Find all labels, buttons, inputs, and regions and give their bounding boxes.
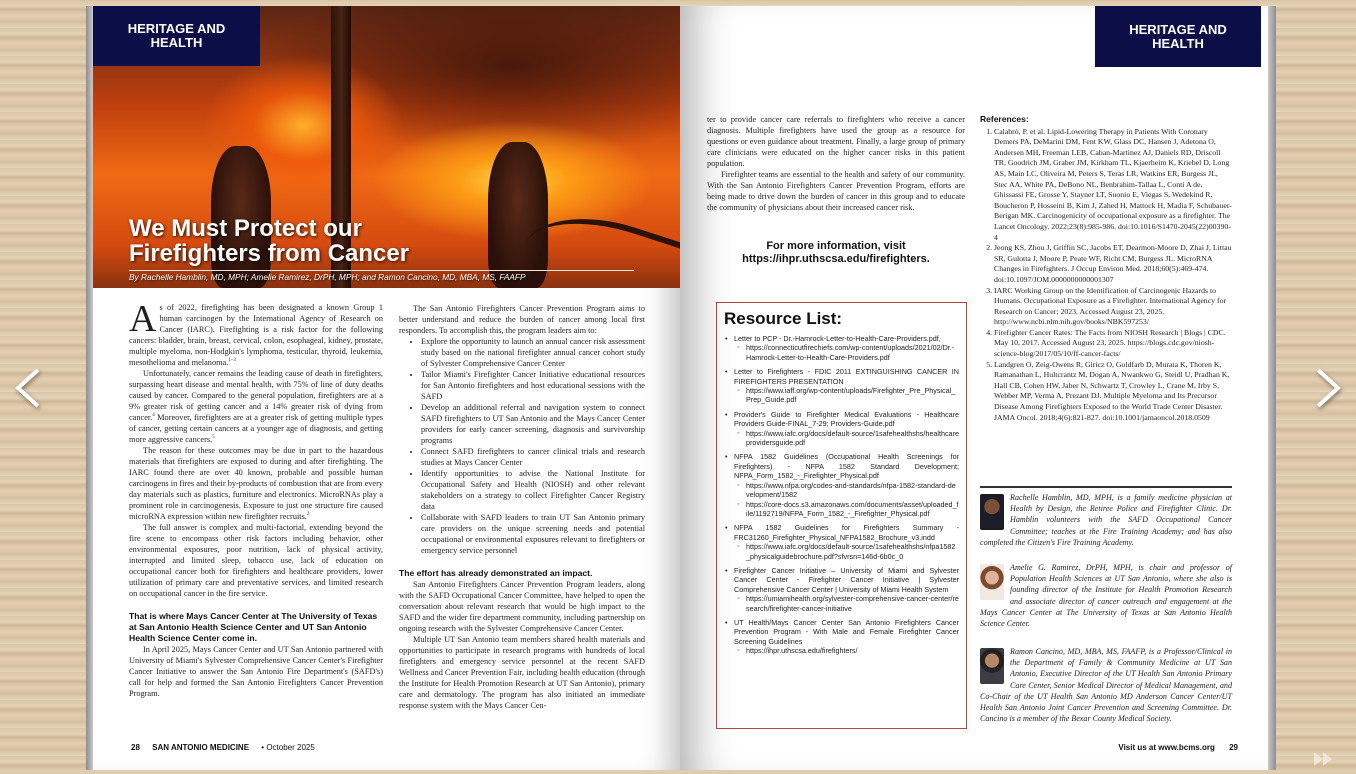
- references: [980, 114, 1232, 423]
- page-edge-right: [1268, 6, 1276, 770]
- section-tag-text: HERITAGE AND HEALTH: [127, 21, 226, 50]
- page-number: 29: [1229, 743, 1238, 752]
- resource-item: [734, 618, 959, 656]
- paragraph-text: Unfortunately, cancer remains the leading cause of death in firefighters, surpassing heart disease and mental health, with 75% of line of duty deaths caused by cancer. Compared to the general population, firefighters are at a 9% greater risk of getting cancer and a 14% greater risk of dying from cancer.: [129, 369, 383, 422]
- resource-list: [724, 334, 959, 656]
- resource-link[interactable]: ◦ https://core-docs.s3.amazonaws.com/documents/asset/uploaded_file/1192719/NFPA_Form_1582_-_Firefighter_Physical.pdf: [746, 500, 959, 519]
- paragraph: In April 2025, Mays Cancer Center and UT San Antonio partnered with University of Miami's Sylvester Comprehensive Cancer Center's Firefighter Cancer Initiative to answer the San Antonio Fire Department's (SAFD's) call for help and formed the San Antonio Firefighters Cancer Prevention Program.: [129, 645, 383, 698]
- fast-forward-icon: [1314, 752, 1334, 766]
- author-photo: [980, 564, 1004, 600]
- resource-item: [734, 452, 959, 518]
- author-photo: [980, 648, 1004, 684]
- author-photo: [980, 494, 1004, 530]
- page-number: 28: [131, 743, 140, 752]
- list-item: • Develop an additional referral and navigation system to connect SAFD firefighters to UT San Antonio and the Mays Cancer Center providers for early cancer screening, diagnosis and survivorship programs: [421, 402, 645, 446]
- list-item: • Identify opportunities to advise the National Institute for Occupational Safety and Health (NIOSH) and other relevant stakeholders on a strategy to collect Firefighter Cancer Registry data: [421, 468, 645, 512]
- author-bio: [980, 646, 1232, 724]
- resource-link[interactable]: ◦ https://www.iafc.org/docs/default-source/1safehealthshs/nfpa1582_physicalguidebrochure.pdf?sfvrsn=146d-6b0c_0: [746, 542, 959, 561]
- resource-links: [734, 429, 959, 448]
- paragraph: [129, 298, 383, 368]
- previous-page-button[interactable]: [8, 365, 48, 411]
- byline: By Rachelle Hamblin, MD, MPH; Amelie Ramirez, DrPH, MPH; and Ramon Cancino, MD, MBA, MS, FAAFP: [129, 272, 526, 282]
- chevron-right-icon: [1308, 365, 1348, 411]
- resource-item: [734, 566, 959, 613]
- list-item: • Connect SAFD firefighters to cancer clinical trials and research studies at Mays Cancer Center: [421, 446, 645, 468]
- list-item: • Explore the opportunity to launch an annual cancer risk assessment study based on the national firefighter annual cancer cohort study of Sylvester Comprehensive Cancer Center: [421, 336, 645, 369]
- author-bio: [980, 562, 1232, 629]
- resource-list-box: [716, 302, 967, 729]
- paragraph: Firefighter teams are essential to the health and safety of our community. With the San Antonio Firefighters Cancer Prevention Program, efforts are being made to drive down the burden of cancer in this group and to educate the community of physicians about their increased cancer risk.: [707, 170, 965, 212]
- section-tag-text: HERITAGE AND HEALTH: [1129, 21, 1227, 51]
- resource-links: [734, 542, 959, 561]
- magazine-spread: [86, 6, 1276, 770]
- resource-item: [734, 410, 959, 448]
- resource-item-text: • NFPA 1582 Guidelines for Firefighters Summary - FRC31260_Firefighter_Physical_NFPA1582_Brochure_v3.indd: [734, 523, 959, 542]
- separator: •: [261, 743, 265, 752]
- paragraph: [129, 368, 383, 445]
- resource-link[interactable]: ◦ https://www.iafc.org/docs/default-source/1safehealthshs/healthcareprovidersguide.pdf: [746, 429, 959, 448]
- page-29: [680, 6, 1268, 770]
- program-goals-list: [399, 336, 645, 556]
- website-text: Visit us at www.bcms.org: [1118, 743, 1215, 752]
- resource-links: [734, 646, 959, 655]
- citation: 1–3: [228, 358, 236, 364]
- resource-item-text: • Letter to Firefighters - FDIC 2011 EXTINGUISHING CANCER IN FIREFIGHTERS PRESENTATION: [734, 367, 959, 386]
- resource-item-text: • UT Health/Mays Cancer Center San Antonio Firefighters Cancer Prevention Program - With Male and Female Firefighter Cancer Screening Guidelines: [734, 617, 959, 646]
- more-info-callout: [707, 240, 965, 266]
- bio-text: Amelie G. Ramirez, DrPH, MPH, is chair and professor of Population Health Sciences at UT San Antonio, where she also is founding director of the Institute for Health Promotion Research and associate director of cancer outreach and engagement at the Mays Cancer Center at The University of Texas at San Antonio Health Science Center.: [980, 563, 1232, 629]
- resource-item: [734, 334, 959, 362]
- paragraph: ter to provide cancer care referrals to firefighters who receive a cancer diagnosis. Multiple firefighters have used the group as a resource for questions or even guidance about treatment. Finally, a large group of primary care clinicians were educated on the higher cancer risks in this patient population.: [707, 115, 965, 168]
- resource-item: [734, 523, 959, 561]
- resource-item: [734, 367, 959, 405]
- section-tag: [93, 6, 260, 66]
- resource-links: [734, 481, 959, 519]
- magazine-name: SAN ANTONIO MEDICINE: [152, 743, 250, 752]
- resource-link[interactable]: ◦ https://connecticutfirechiefs.com/wp-content/uploads/2021/02/Dr.-Hamrock-Letter-to-Health-Care-Providers.pdf: [746, 343, 959, 362]
- fast-forward-button[interactable]: [1314, 752, 1334, 766]
- resource-links: [734, 386, 959, 405]
- references-title: References:: [980, 114, 1029, 124]
- paragraph: The full answer is complex and multi-factorial, extending beyond the fire scene to encompass other risk factors including behavior, other environmental exposures, poor nutrition, lack of physical activity, interrupted and limited sleep, tobacco use, lack of education on occupational cancer both for firefighters and healthcare providers, lower utilization of primary care and preventative services, and limited research on occupational cancer in the fire service.: [129, 523, 383, 598]
- resource-links: [734, 594, 959, 613]
- reference-item: 3. IARC Working Group on the Identification of Carcinogenic Hazards to Humans. Occupational Exposure as a Firefighter. International Agency for Research on Cancer; 2023. Accessed August 23, 2025. http://www.ncbi.nlm.nih.gov/books/NBK597253/: [994, 286, 1232, 328]
- resource-link[interactable]: ◦ https://ihpr.uthscsa.edu/firefighters/: [746, 646, 959, 655]
- title-divider: [129, 270, 634, 271]
- more-info-link[interactable]: https://ihpr.uthscsa.edu/firefighters.: [742, 253, 930, 265]
- issue-date: October 2025: [266, 743, 315, 752]
- reference-item: 2. Jeong KS, Zhou J, Griffin SC, Jacobs ET, Dearmon-Moore D, Zhai J, Littau SR, Gulotta J, Moore P, Peate WF, Richt CM, Burgess JL. MicroRNA Changes in Firefighters. J Occup Environ Med. 2018;60(5):469-474. doi:10.1097/JOM.0000000000001307: [994, 243, 1232, 285]
- bio-text: Ramon Cancino, MD, MBA, MS, FAAFP, is a Professor/Clinical in the Department of Family & Community Medicine at UT San Antonio, Executive Director of the UT Health San Antonio Primary Care Center, Senior Medical Director of Medical Management, and Co-Chair of the UT Health San Antonio MD Anderson Cancer Center/UT Health San Antonio Joint Cancer Prevention and Screening Committee. Dr. Cancino is a member of the Bexar County Medical Society.: [980, 647, 1232, 724]
- paragraph: Multiple UT San Antonio team members shared health materials and opportunities to participate in research programs with hundreds of local firefighters and emergency service personnel at the recent SAFD Wellness and Cancer Prevention Fair, including health education (through the Institute for Health Promotion Research at UT San Antonio), primary care and dermatology. The program has also initiated an immediate response system with the Mays Cancer Cen-: [399, 635, 645, 710]
- hero-photo-firefighters: [93, 6, 680, 288]
- next-page-button[interactable]: [1308, 365, 1348, 411]
- subheading: That is where Mays Cancer Center at The University of Texas at San Antonio Health Science Center and UT San Antonio Health Science Center come in.: [129, 611, 378, 643]
- citation: 5: [212, 435, 215, 441]
- paragraph: The San Antonio Firefighters Cancer Prevention Program aims to better understand and reduce the burden of cancer among local first responders. To accomplish this, the program leaders aim to:: [399, 304, 645, 335]
- page-edge-left: [86, 6, 93, 770]
- page-footer: [1106, 743, 1238, 752]
- resource-link[interactable]: ◦ https://umiamihealth.org/sylvester-comprehensive-cancer-center/research/firefighter-cancer-initiative: [746, 594, 959, 613]
- subheading: The effort has already demonstrated an impact.: [399, 568, 593, 578]
- drop-cap: A: [129, 298, 157, 340]
- reference-item: 1. Calabrò, P. et al. Lipid-Lowering Therapy in Patients With Coronary Demers PA, DeMarini DM, Fent KW, Glass DC, Hansen J, Adetona O, Andersen MH, Freeman LEB, Caban-Martinez AJ, Daniels RD, Driscoll TR, Goodrich JM, Graber JM, Kirkham TL, Kjaerheim K, Kriebel D, Long AS, Main LC, Oliveira M, Peters S, Teras LR, Watkins ER, Burgess JL, Stec AA, White PA, DeBono NL, Benbrahim-Tallaa L, Conti A de, Ghissassi FE, Grosse Y, Stayner LT, Suonio E, Viegas S, Wedekind R, Boucheron P, Hosseini B, Kim J, Zahed H, Mattock H, Madia F, Schubauer-Berigan MK. Carcinogenicity of occupational exposure as a firefighter. The Lancet Oncology. 2022;23(8):985-986. doi:10.1016/S1470-2045(22)00390-4: [994, 127, 1232, 244]
- reference-item: 5. Landgren O, Zeig-Owens R, Giricz O, Goldfarb D, Murata K, Thoren K, Ramanathan L, Hultcrantz M, Dogan A, Nwankwo G, Steidl U, Pradhan K, Hall CB, Cohen HW, Jaber N, Schwartz T, Crowley L, Crane M, Irby S, Webber MP, Verma A, Prezant DJ. Multiple Myeloma and Its Precursor Disease Among Firefighters Exposed to the World Trade Center Disaster. JAMA Oncol. 2018;4(6):821-827. doi:10.1001/jamaoncol.2018.0509: [994, 360, 1232, 424]
- title-line-1: We Must Protect our: [129, 215, 362, 242]
- title-line-2: Firefighters from Cancer: [129, 240, 410, 267]
- more-info-text: For more information, visit: [766, 240, 906, 252]
- resource-links: [734, 343, 959, 362]
- resource-link[interactable]: ◦ https://www.nfpa.org/codes-and-standards/nfpa-1582-standard-development/1582: [746, 481, 959, 500]
- paragraph: [129, 445, 383, 522]
- resource-list-title: Resource List:: [724, 309, 843, 328]
- article-column-3: [707, 114, 965, 213]
- resource-item-text: • NFPA 1582 Guidelines (Occupational Health Screenings for Firefighters) - NFPA 1582 Standard Development; NFPA_Form_1582_-_Firefighter_Physical.pdf: [734, 452, 959, 481]
- paragraph: San Antonio Firefighters Cancer Prevention Program leaders, along with the SAFD Occupational Cancer Committee, have helped to open the conversation about relevant research that would be high impact to the SAFD and the wider fire department community, including partnership on ongoing research with the Sylvester Comprehensive Cancer Center.: [399, 580, 646, 633]
- paragraph-text: The reason for these outcomes may be due in part to the hazardous materials that firefighters are exposed to during and after firefighting. The IARC found there are over 40 known, probable and possible human carcinogens in fires and their by-products of combustion that are from every day materials such as plastics, furniture and electronics. MicroRNAs play a prominent role in carcinogenesis. Exposure to just one structure fire caused microRNA expression within new firefighter recruits.: [129, 446, 383, 521]
- list-item: • Tailor Miami's Firefighter Cancer Initiative educational resources for San Antonio firefighters and host educational sessions with the SAFD: [421, 369, 645, 402]
- chevron-left-icon: [8, 365, 48, 411]
- resource-item-text: • Provider's Guide to Firefighter Medical Evaluations - Healthcare Providers Guide-FINAL_7-29; Providers-Guide.pdf: [734, 409, 959, 429]
- article-column-1: [129, 298, 383, 699]
- list-item: • Collaborate with SAFD leaders to train UT San Antonio primary care providers on the unique screening needs and potential occupational or environmental exposures relevant to firefighters or emergency service personnel: [421, 512, 645, 556]
- article-title: [129, 216, 409, 266]
- citation: 4: [152, 413, 155, 419]
- resource-link[interactable]: ◦ https://www.iaff.org/wp-content/uploads/Firefighter_Pre_Physical_Prep_Guide.pdf: [746, 386, 959, 405]
- resource-item-text: • Firefighter Cancer Initiative – University of Miami and Sylvester Cancer Center - Firefighter Cancer Initiative | Sylvester Comprehensive Cancer Center | University of Miami Health System: [734, 565, 959, 594]
- paragraph-text: Moreover, firefighters are at a greater risk of getting multiple types of cancer, getting certain cancers at a younger age of diagnosis, and getting more aggressive cancers.: [129, 413, 383, 444]
- section-tag: [1095, 6, 1261, 67]
- resource-item-text: • Letter to PCP - Dr.-Hamrock-Letter-to-Health-Care-Providers.pdf,: [734, 334, 941, 343]
- references-list: [980, 127, 1232, 424]
- author-bio: [980, 492, 1232, 548]
- citation: 2: [306, 512, 310, 518]
- page-28: [93, 6, 680, 770]
- paragraph-text: s of 2022, firefighting has been designated a known Group 1 human carcinogen by the International Agency of Research on Cancer (IARC). Firefighting is a risk factor for the following cancers: bladder, brain, breast, cervical, colon, esophageal, kidney, prostate, multiple myeloma, non-Hodgkin's lymphoma, testicular, thyroid, leukemia, mesothelioma and melanoma.: [129, 303, 383, 367]
- bio-divider: [980, 486, 1232, 488]
- bio-text: Rachelle Hamblin, MD, MPH, is a family medicine physician at Health by Design, the Retiree Police and Firefighter Clinic. Dr. Hamblin volunteers with the SAFD Occupational Cancer Committee; teaches at the Fire Training Academy; and has also completed the Citizen's Fire Training Academy.: [980, 493, 1232, 547]
- page-footer: [131, 743, 315, 752]
- article-column-2: [399, 303, 645, 711]
- reference-item: 4. Firefighter Cancer Rates: The Facts from NIOSH Research | Blogs | CDC. May 10, 2017. Accessed August 23, 2025. https://blogs.cdc.gov/niosh-science-blog/2017/05/10/ff-cancer-facts/: [994, 328, 1232, 360]
